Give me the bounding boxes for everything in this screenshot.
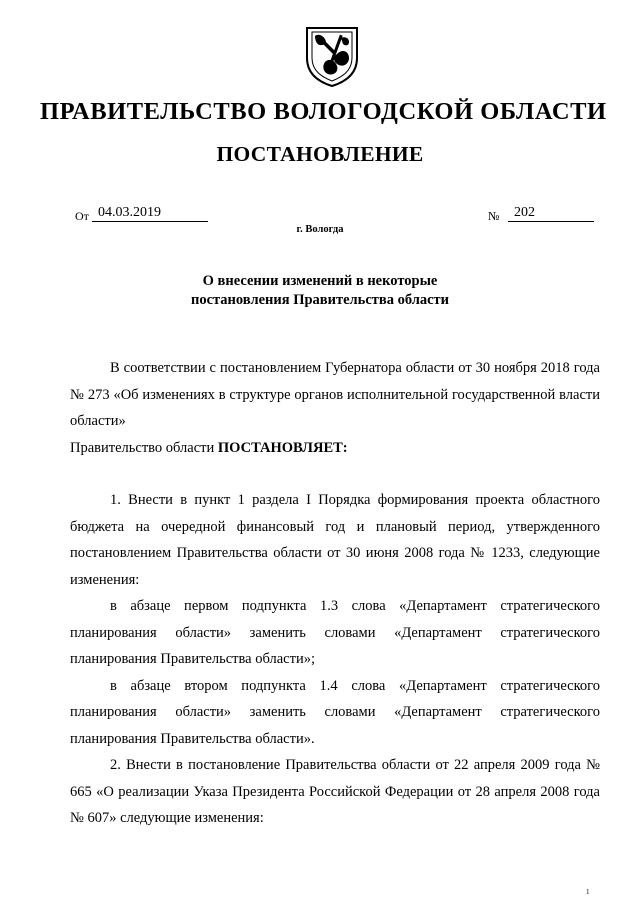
subject-line-1: О внесении изменений в некоторые xyxy=(202,273,438,289)
document-subject xyxy=(120,272,520,310)
document-number: 202 xyxy=(508,205,594,222)
item-1b-paragraph: в абзаце втором подпункта 1.4 слова «Департамент стратегического планирования области» заменить словами «Департамент стратегического планирования Правительства области». xyxy=(70,677,600,747)
page-number: 1 xyxy=(586,888,590,896)
date-label: От xyxy=(75,209,89,223)
document-body xyxy=(70,355,600,832)
decree-line xyxy=(70,435,600,462)
coat-of-arms-icon xyxy=(303,24,361,88)
item-1-paragraph: 1. Внести в пункт 1 раздела I Порядка формирования проекта областного бюджета на очередной финансовый год и плановый период, утвержденного постановлением Правительства области от 30 июня 2008 года № 1233, следующие изменения: xyxy=(70,492,600,588)
subject-line-2: постановления Правительства области xyxy=(190,292,450,308)
decree-word: ПОСТАНОВЛЯЕТ: xyxy=(217,439,348,456)
item-1a-paragraph: в абзаце первом подпункта 1.3 слова «Департамент стратегического планирования области» заменить словами «Департамент стратегического планирования Правительства области»; xyxy=(70,598,600,667)
item-2-paragraph: 2. Внести в постановление Правительства области от 22 апреля 2009 года № 665 «О реализации Указа Президента Российской Федерации от 28 апреля 2008 года № 607» следующие изменения: xyxy=(70,757,600,826)
decree-lead-text: Правительство области xyxy=(70,439,218,456)
city-label: г. Вологда xyxy=(296,224,344,235)
document-date: 04.03.2019 xyxy=(92,205,208,222)
paragraph-gap xyxy=(70,461,600,487)
organization-title: ПРАВИТЕЛЬСТВО ВОЛОГОДСКОЙ ОБЛАСТИ xyxy=(40,98,607,125)
document-type-title: ПОСТАНОВЛЕНИЕ xyxy=(216,142,424,166)
number-label: № xyxy=(488,209,500,223)
preamble-paragraph: В соответствии с постановлением Губернатора области от 30 ноября 2018 года № 273 «Об изменениях в структуре органов исполнительной государственной власти области» xyxy=(70,360,600,429)
